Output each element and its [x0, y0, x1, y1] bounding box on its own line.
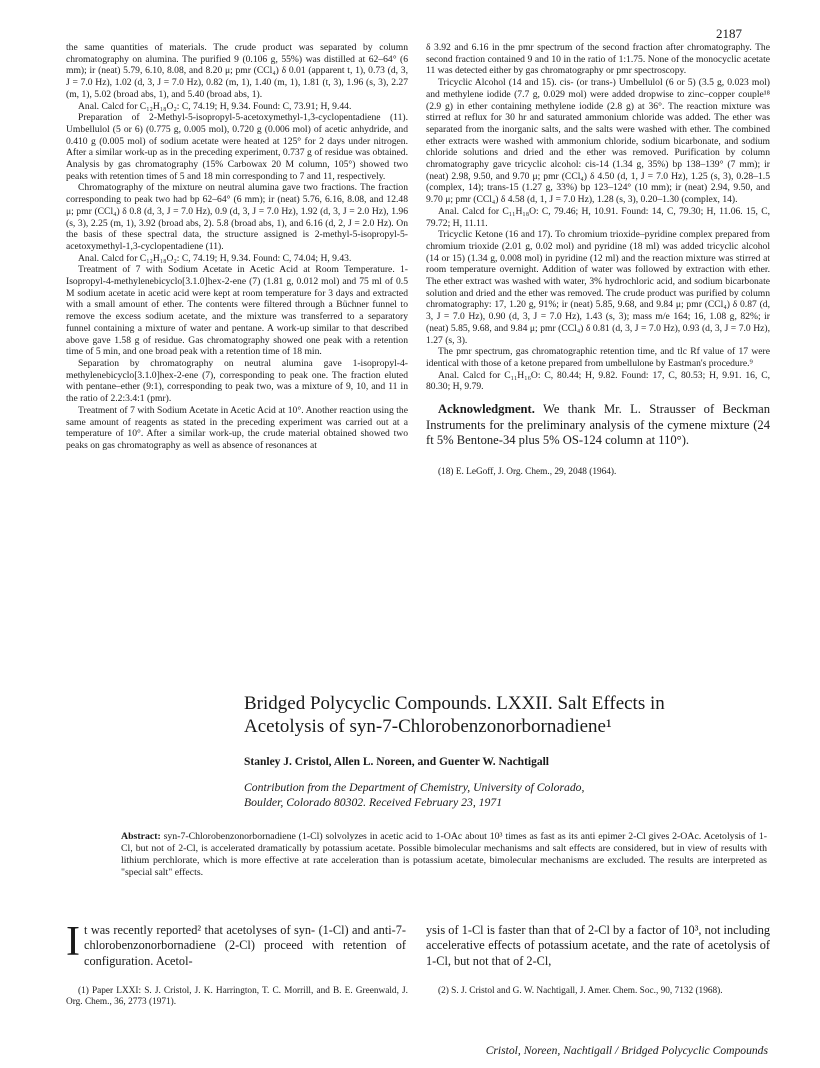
right-column [426, 42, 770, 478]
paragraph: Anal. Calcd for C₁₁H₁₆O: C, 80.44; H, 9.82. Found: 17, C, 80.53; H, 9.91. 16, C, 80.30; H, 9.79. [426, 369, 770, 393]
paragraph: Anal. Calcd for C₁₁H₁₈O: C, 79.46; H, 10.91. Found: 14, C, 79.30; H, 11.06. 15, C, 79.72; H, 11.11. [426, 205, 770, 229]
paragraph: Treatment of 7 with Sodium Acetate in Acetic Acid at Room Temperature. 1-Isopropyl-4-methylenebicyclo[3.1.0]hex-2-ene (7) (1.81 g, 0.012 mol) and 75 ml of 0.5 M sodium acetate in acetic acid were kept at room temperature for 3 days and extracted with a small amount of ether. The contents were filtered through a Büchner funnel to remove the excess sodium acetate, and the mixture was transferred to a separatory funnel containing a mixture of water and pentane. A work-up similar to that described above gave 1.58 g of residue. Gas chromatography showed one peak with a retention time of 5 min, and one broad peak with a retention time of 18 min. [66, 264, 408, 358]
acknowledgment [426, 402, 770, 449]
affiliation-line: Contribution from the Department of Chemistry, University of Colorado, [244, 781, 585, 794]
abstract-text: syn-7-Chlorobenzonorbornadiene (1-Cl) solvolyzes in acetic acid to 1-OAc about 10³ times as fast as its anti epimer 2-Cl gives 2-OAc. Acetolysis of 1-Cl, but not of 2-Cl, is accelerated dramatically by potassium acetate. Possible bimolecular mechanisms and salt effects are considered, but in view of results with lithium perchlorate, which is more effective at rate acceleration than is potassium acetate, bimolecular mechanisms are excluded. The results are interpreted as "special salt" effects. [121, 831, 767, 878]
abstract-label: Abstract: [121, 831, 161, 842]
affiliation-line: Boulder, Colorado 80302. Received February 23, 1971 [244, 795, 503, 809]
paragraph: Tricyclic Ketone (16 and 17). To chromium trioxide–pyridine complex prepared from chromium trioxide (2.01 g, 0.02 mol) and pyridine (18 ml) was added tricyclic alcohol (14 or 15) (1.34 g, 0.008 mol) in pyridine (12 ml) and the reaction mixture was stirred at room temperature overnight. Addition of water was followed by extraction with ether. The ether extract was washed with water, 3% hydrochloric acid, and sodium bicarbonate solution and dried and the ether was removed. The crude product was purified by column chromatography: 17, 1.20 g, 91%; ir (neat) 5.85, 9.68, and 9.84 μ; pmr (CCl₄) δ 0.87 (d, 3, J = 7.0 Hz), 0.90 (d, 3, J = 7.0 Hz), 1.43 (s, 3); mass m/e 164; 16, 1.08 g, 82%; ir (neat) 5.85, 9.68, and 9.84 μ; pmr (CCl₄) δ 0.81 (d, 3, J = 7.0 Hz), 0.93 (d, 3, J = 7.0 Hz), 1.27 (s, 3). [426, 229, 770, 346]
paragraph: the same quantities of materials. The crude product was separated by column chromatography on alumina. The purified 9 (0.106 g, 55%) was distilled at 62–64° (6 mm); ir (neat) 5.79, 6.10, 8.08, and 8.20 μ; pmr (CCl₄) δ 0.01 (apparent t, 1), 0.73 (d, 3, J = 7.0 Hz), 1.02 (d, 3, J = 7.0 Hz), 0.82 (m, 1), 1.40 (m, 1), 1.81 (t, 3), 1.96 (s, 3), 2.27 (m, 1), 5.02 (broad abs, 1), and 5.40 (broad abs, 1). [66, 42, 408, 100]
footnote: (2) S. J. Cristol and G. W. Nachtigall, J. Amer. Chem. Soc., 90, 7132 (1968). [438, 986, 723, 996]
paragraph: Tricyclic Alcohol (14 and 15). cis- (or trans-) Umbellulol (6 or 5) (3.5 g, 0.023 mol) and methylene iodide (7.7 g, 0.029 mol) were added dropwise to zinc–copper couple¹⁸ (2.9 g) in ether containing methylene iodide (2.8 g) at 36°. The reaction mixture was stirred at reflux for 30 hr and saturated ammonium chloride was added. The ether was separated from the inorganic salts, and the salts were washed with ether. The combined ether extracts were washed with ammonium chloride, sodium bicarbonate, and sodium chloride solutions and dried and the ether was removed. Purification by column chromatography gave tricyclic alcohol: cis-14 (1.34 g, 35%) bp 138–139° (7 mm); ir (neat) 2.98, 9.50, and 9.70 μ; pmr (CCl₄) δ 4.50 (d, 1, J = 7.0 Hz), 1.25 (s, 3), 0.28–1.5 (complex, 14); trans-15 (1.27 g, 33%) bp 123–124° (10 mm); ir (neat) 2.94, 9.50, and 9.70 μ; pmr (CCl₄) δ 4.58 (d, 1, J = 7.0 Hz), 1.28 (s, 3), 0.20–1.30 (complex, 14). [426, 77, 770, 206]
authors: Stanley J. Cristol, Allen L. Noreen, and Guenter W. Nachtigall [244, 756, 549, 768]
acknowledgment-text: We thank Mr. L. Strausser of Beckman Instruments for the preliminary analysis of the cymene mixture (24 ft 5% Bentone-34 plus 5% OS-124 column at 110°). [426, 402, 771, 448]
article-title [244, 692, 764, 738]
paragraph: δ 3.92 and 6.16 in the pmr spectrum of the second fraction after chromatography. The second fraction contained 9 and 10 in the ratio of 1:1.75. None of the monocyclic acetate 11 was detected either by gas chromatography or pmr spectroscopy. [426, 42, 770, 77]
abstract [121, 831, 767, 879]
body-text-right: ysis of 1-Cl is faster than that of 2-Cl by a factor of 10³, not including accelerative effects of potassium acetate, and the rate of acetolysis of 1-Cl, but not that of 2-Cl, [426, 923, 770, 968]
paragraph: Chromatography of the mixture on neutral alumina gave two fractions. The fraction corresponding to peak two had bp 62–64° (6 mm); ir (neat) 5.76, 6.16, 8.08, and 12.48 μ; pmr (CCl₄) δ 0.8 (d, 3, J = 7.0 Hz), 0.9 (d, 3, J = 7.0 Hz), 1.92 (d, 3, J = 2.0 Hz), 1.96 (s, 3), 2.25 (m, 1), 3.92 (broad abs, 2). 5.8 (broad abs, 1), and 6.16 (d, 2, J = 2.0 Hz). On the basis of these spectral data, the structure assigned is 2-methyl-5-isopropyl-5-acetoxymethyl-1,3-cyclopentadiene (11). [66, 182, 408, 252]
body-paragraph: t was recently reported² that acetolyses of syn- (1-Cl) and anti-7-chlorobenzonorbornadiene (2-Cl) proceed with retention of configuration. Acetol- [84, 923, 406, 968]
title-line: Bridged Polycyclic Compounds. LXXII. Salt Effects in [244, 693, 665, 714]
running-footer: Cristol, Noreen, Nachtigall / Bridged Polycyclic Compounds [485, 1044, 768, 1057]
drop-cap: I [66, 919, 80, 965]
left-column [66, 42, 408, 452]
page-number: 2187 [716, 26, 742, 41]
paragraph: Separation by chromatography on neutral alumina gave 1-isopropyl-4-methylenebicyclo[3.1.0]hex-2-ene (7), corresponding to peak one. The fraction eluted with pentane–ether (9:1), corresponding to peak two, was a mixture of 9, 10, and 11 in the ratio of 2.2:3.4:1 (pmr). [66, 357, 408, 405]
footnote: (18) E. LeGoff, J. Org. Chem., 29, 2048 (1964). [438, 466, 617, 477]
title-line: Acetolysis of syn-7-Chlorobenzonorbornadiene¹ [244, 716, 612, 737]
acknowledgment-label: Acknowledgment. [438, 402, 535, 417]
paragraph: Treatment of 7 with Sodium Acetate in Acetic Acid at 10°. Another reaction using the same amount of reagents as stated in the preceding experiment was carried out at a temperature of 10°. After a similar work-up, the crude material obtained showed two peaks on gas chromatography as well as absence of resonances at [66, 404, 408, 451]
paragraph: Anal. Calcd for C₁₂H₁₈O₂: C, 74.19; H, 9.34. Found: C, 73.91; H, 9.44. [78, 100, 352, 112]
paragraph: The pmr spectrum, gas chromatographic retention time, and tlc Rf value of 17 were identical with those of a ketone prepared from umbellulone by Eastman's procedure.⁹ [426, 346, 770, 369]
footnote: (1) Paper LXXI: S. J. Cristol, J. K. Harrington, T. C. Morrill, and B. E. Greenwald, J. Org. Chem., 36, 2773 (1971). [66, 986, 408, 1008]
body-text-left [66, 919, 406, 969]
affiliation [244, 781, 764, 810]
paragraph: Preparation of 2-Methyl-5-isopropyl-5-acetoxymethyl-1,3-cyclopentadiene (11). Umbellulol (5 or 6) (0.775 g, 0.005 mol), 0.720 g (0.006 mol) of acetic anhydride, and 0.410 g (0.005 mol) of sodium acetate were heated at 125° for 2 days under nitrogen. After a similar work-up as in the preceding experiment, 0.737 g of residue was obtained. Analysis by gas chromatography (15% Carbowax 20 M column, 105°) showed two peaks with retention times of 5 and 18 min corresponding to 7 and 11, respectively. [66, 112, 408, 182]
paragraph: Anal. Calcd for C₁₂H₁₈O₂: C, 74.19; H, 9.34. Found: C, 74.04; H, 9.43. [78, 252, 352, 264]
